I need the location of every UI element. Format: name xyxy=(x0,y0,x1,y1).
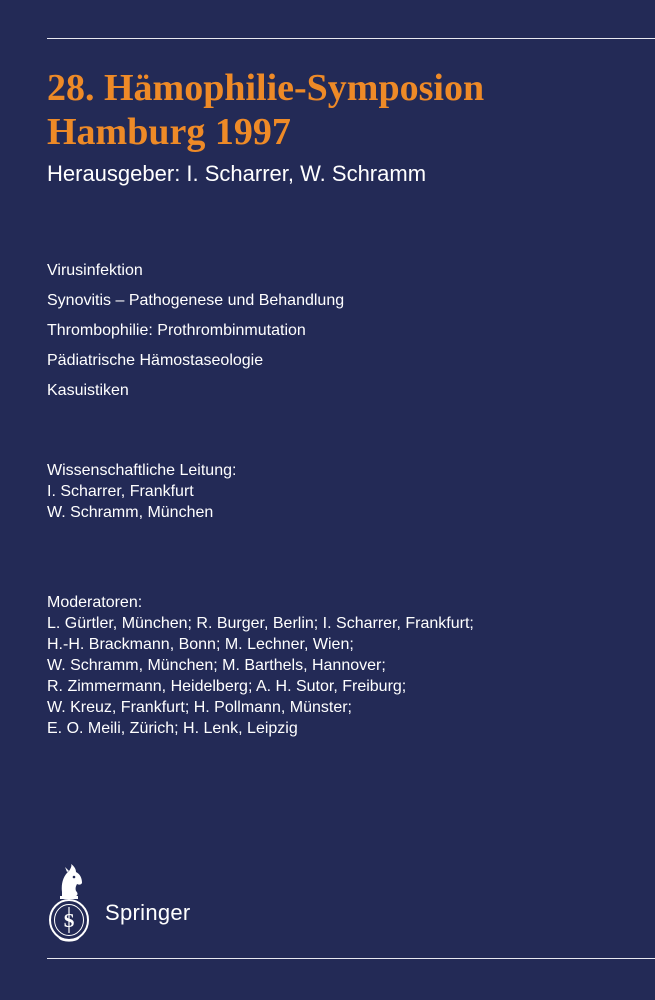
moderators-line: H.-H. Brackmann, Bonn; M. Lechner, Wien; xyxy=(47,636,354,653)
top-rule xyxy=(47,38,655,39)
publisher xyxy=(47,862,191,944)
publisher-name: Springer xyxy=(105,900,191,925)
moderators-line: E. O. Meili, Zürich; H. Lenk, Leipzig xyxy=(47,720,298,737)
topic-item: Pädiatrische Hämostaseologie xyxy=(47,352,264,369)
title-line-1: 28. Hämophilie-Symposion xyxy=(47,67,485,109)
moderators-line: R. Zimmermann, Heidelberg; A. H. Sutor, Freiburg; xyxy=(47,678,407,695)
scientific-lead-line: I. Scharrer, Frankfurt xyxy=(47,483,194,500)
springer-knight-logo-icon xyxy=(47,862,91,944)
moderators xyxy=(47,592,474,739)
moderators-line: W. Kreuz, Frankfurt; H. Pollmann, Münster; xyxy=(47,699,352,716)
topic-item: Thrombophilie: Prothrombinmutation xyxy=(47,322,306,339)
scientific-lead-line: W. Schramm, München xyxy=(47,504,214,521)
title-line-2: Hamburg 1997 xyxy=(47,111,291,153)
moderators-line: W. Schramm, München; M. Barthels, Hannover; xyxy=(47,657,386,674)
scientific-lead xyxy=(47,460,236,523)
title-block xyxy=(47,66,647,188)
moderators-heading: Moderatoren: xyxy=(47,594,143,611)
svg-text:S: S xyxy=(63,910,75,932)
bottom-rule xyxy=(47,958,655,959)
scientific-lead-heading: Wissenschaftliche Leitung: xyxy=(47,462,237,479)
topic-item: Kasuistiken xyxy=(47,382,129,399)
topic-list xyxy=(47,256,344,406)
moderators-line: L. Gürtler, München; R. Burger, Berlin; I. Scharrer, Frankfurt; xyxy=(47,615,474,632)
topic-item: Synovitis – Pathogenese und Behandlung xyxy=(47,292,345,309)
topic-item: Virusinfektion xyxy=(47,262,143,279)
editors: Herausgeber: I. Scharrer, W. Schramm xyxy=(47,161,427,186)
